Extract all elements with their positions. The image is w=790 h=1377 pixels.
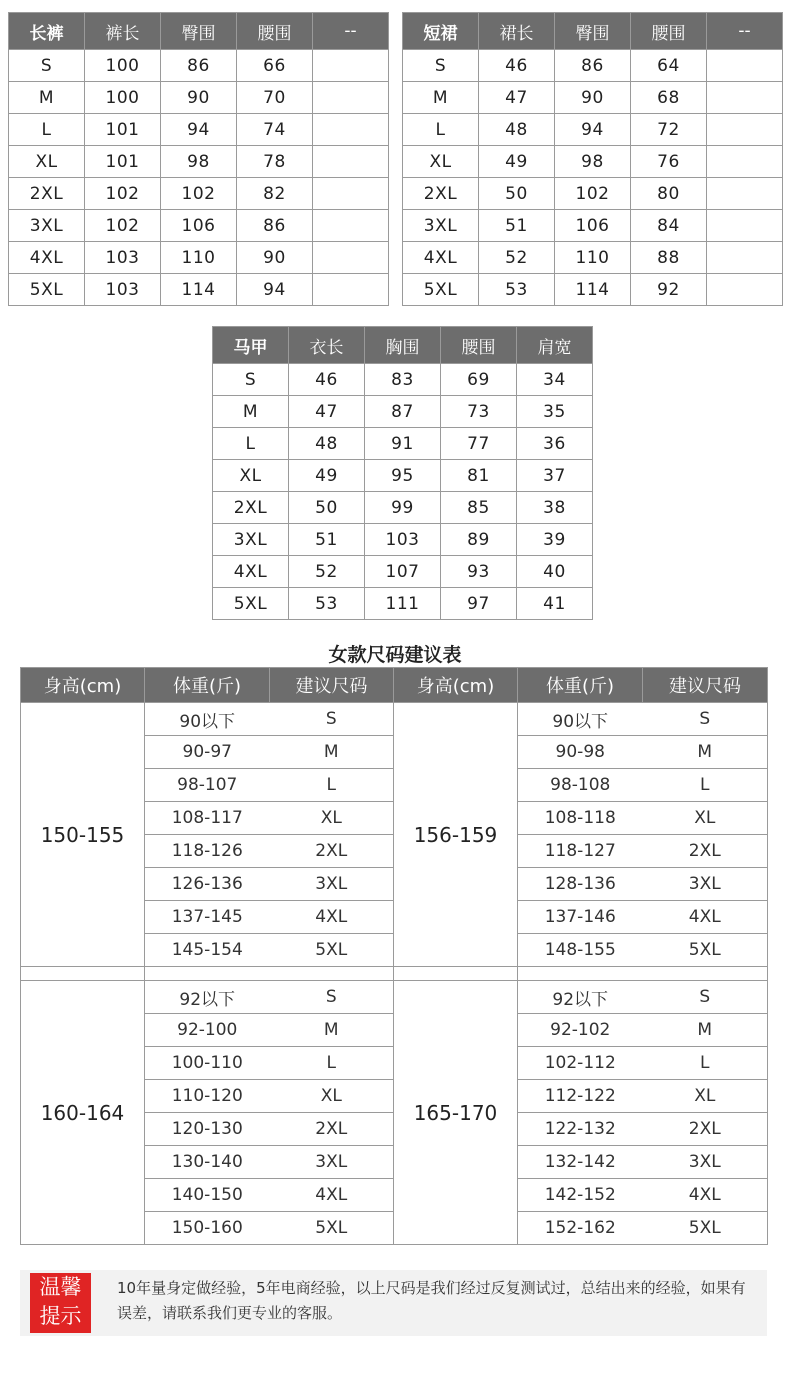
table-row — [9, 114, 389, 146]
measurement-cell: 100 — [85, 82, 161, 114]
measurement-cell: 101 — [85, 114, 161, 146]
suggested-size-cell: L — [270, 769, 394, 802]
measurement-cell: 72 — [631, 114, 707, 146]
measurement-cell: 82 — [237, 178, 313, 210]
measurement-cell: 102 — [85, 210, 161, 242]
height-range-cell: 150-155 — [21, 703, 145, 967]
measurement-cell — [313, 274, 389, 306]
measurement-cell: 86 — [555, 50, 631, 82]
suggested-size-cell: 2XL — [270, 1113, 394, 1146]
measurement-cell: 47 — [479, 82, 555, 114]
skirt-size-table — [402, 12, 783, 306]
column-header: 腰围 — [237, 13, 313, 50]
measurement-cell: 90 — [161, 82, 237, 114]
weight-range-cell: 150-160 — [145, 1212, 270, 1245]
suggested-size-cell: 3XL — [643, 1146, 768, 1179]
suggested-size-cell: 2XL — [643, 835, 768, 868]
measurement-cell: 94 — [237, 274, 313, 306]
measurement-cell: 51 — [479, 210, 555, 242]
weight-range-cell: 100-110 — [145, 1047, 270, 1080]
column-header: 臀围 — [161, 13, 237, 50]
measurement-cell: 70 — [237, 82, 313, 114]
weight-range-cell: 120-130 — [145, 1113, 270, 1146]
measurement-cell — [707, 146, 783, 178]
size-cell: 4XL — [403, 242, 479, 274]
weight-range-cell: 118-127 — [518, 835, 643, 868]
table-row — [403, 82, 783, 114]
measurement-cell — [313, 146, 389, 178]
measurement-cell: 97 — [441, 588, 517, 620]
suggested-size-cell: S — [643, 703, 768, 736]
spacer-cell — [145, 967, 394, 981]
column-header: 腰围 — [441, 327, 517, 364]
size-cell: XL — [403, 146, 479, 178]
measurement-cell: 106 — [161, 210, 237, 242]
suggested-size-cell: M — [643, 1014, 768, 1047]
weight-range-cell: 128-136 — [518, 868, 643, 901]
table-row — [21, 703, 768, 736]
measurement-cell: 106 — [555, 210, 631, 242]
measurement-cell: 87 — [365, 396, 441, 428]
table-row — [21, 981, 768, 1014]
measurement-cell: 111 — [365, 588, 441, 620]
size-cell: 5XL — [9, 274, 85, 306]
measurement-cell: 94 — [555, 114, 631, 146]
size-cell: M — [403, 82, 479, 114]
weight-range-cell: 126-136 — [145, 868, 270, 901]
measurement-cell — [707, 178, 783, 210]
measurement-cell: 51 — [289, 524, 365, 556]
measurement-cell: 88 — [631, 242, 707, 274]
weight-range-cell: 92以下 — [518, 981, 643, 1014]
measurement-cell: 68 — [631, 82, 707, 114]
column-header: 肩宽 — [517, 327, 593, 364]
suggested-size-cell: 4XL — [270, 1179, 394, 1212]
measurement-cell — [313, 210, 389, 242]
size-cell: S — [213, 364, 289, 396]
weight-range-cell: 92-100 — [145, 1014, 270, 1047]
suggested-size-cell: 2XL — [643, 1113, 768, 1146]
measurement-cell: 50 — [289, 492, 365, 524]
suggested-size-cell: XL — [270, 1080, 394, 1113]
size-cell: 4XL — [9, 242, 85, 274]
measurement-cell: 89 — [441, 524, 517, 556]
measurement-cell: 93 — [441, 556, 517, 588]
table-row — [213, 364, 593, 396]
measurement-cell: 64 — [631, 50, 707, 82]
size-cell: 4XL — [213, 556, 289, 588]
suggested-size-cell: 3XL — [270, 1146, 394, 1179]
weight-range-cell: 108-117 — [145, 802, 270, 835]
measurement-cell: 69 — [441, 364, 517, 396]
header-row — [403, 13, 783, 50]
table-row — [213, 588, 593, 620]
table-name-header: 长裤 — [9, 13, 85, 50]
weight-range-cell: 110-120 — [145, 1080, 270, 1113]
table-row — [403, 178, 783, 210]
measurement-cell: 39 — [517, 524, 593, 556]
measurement-cell: 99 — [365, 492, 441, 524]
table-row — [403, 210, 783, 242]
measurement-cell: 85 — [441, 492, 517, 524]
measurement-cell: 102 — [161, 178, 237, 210]
table-row — [403, 242, 783, 274]
weight-range-cell: 108-118 — [518, 802, 643, 835]
measurement-cell: 53 — [479, 274, 555, 306]
table-row — [213, 396, 593, 428]
suggested-size-cell: L — [643, 1047, 768, 1080]
suggested-size-cell: M — [270, 1014, 394, 1047]
table-row — [213, 428, 593, 460]
measurement-cell: 78 — [237, 146, 313, 178]
measurement-cell: 46 — [479, 50, 555, 82]
weight-range-cell: 118-126 — [145, 835, 270, 868]
column-header: 裙长 — [479, 13, 555, 50]
header-row — [213, 327, 593, 364]
size-cell: 3XL — [403, 210, 479, 242]
measurement-cell — [707, 82, 783, 114]
suggested-size-cell: XL — [270, 802, 394, 835]
table-row — [213, 492, 593, 524]
weight-range-cell: 140-150 — [145, 1179, 270, 1212]
table-row — [9, 178, 389, 210]
size-cell: XL — [213, 460, 289, 492]
measurement-cell: 95 — [365, 460, 441, 492]
size-cell: 2XL — [403, 178, 479, 210]
weight-range-cell: 132-142 — [518, 1146, 643, 1179]
measurement-cell — [313, 242, 389, 274]
suggested-size-cell: L — [643, 769, 768, 802]
suggested-size-cell: 3XL — [643, 868, 768, 901]
measurement-cell: 86 — [237, 210, 313, 242]
spacer-row — [21, 967, 768, 981]
column-header: 建议尺码 — [270, 668, 394, 703]
measurement-cell — [707, 274, 783, 306]
height-range-cell: 160-164 — [21, 981, 145, 1245]
measurement-cell: 46 — [289, 364, 365, 396]
measurement-cell: 114 — [555, 274, 631, 306]
column-header: -- — [313, 13, 389, 50]
measurement-cell: 107 — [365, 556, 441, 588]
measurement-cell: 48 — [289, 428, 365, 460]
column-header: 建议尺码 — [643, 668, 768, 703]
measurement-cell: 40 — [517, 556, 593, 588]
weight-range-cell: 142-152 — [518, 1179, 643, 1212]
measurement-cell: 52 — [289, 556, 365, 588]
column-header: 衣长 — [289, 327, 365, 364]
measurement-cell: 94 — [161, 114, 237, 146]
weight-range-cell: 98-108 — [518, 769, 643, 802]
size-cell: L — [403, 114, 479, 146]
measurement-cell: 77 — [441, 428, 517, 460]
measurement-cell: 74 — [237, 114, 313, 146]
table-row — [9, 82, 389, 114]
weight-range-cell: 137-145 — [145, 901, 270, 934]
size-cell: XL — [9, 146, 85, 178]
table-row — [9, 50, 389, 82]
weight-range-cell: 148-155 — [518, 934, 643, 967]
notice-text: 10年量身定做经验，5年电商经验，以上尺码是我们经过反复测试过，总结出来的经验，如果有误差，请联系我们更专业的客服。 — [117, 1279, 746, 1322]
column-header: 胸围 — [365, 327, 441, 364]
measurement-cell: 83 — [365, 364, 441, 396]
suggested-size-cell: 4XL — [270, 901, 394, 934]
suggested-size-cell: S — [643, 981, 768, 1014]
suggested-size-cell: S — [270, 703, 394, 736]
measurement-cell: 103 — [85, 274, 161, 306]
column-header: 体重(斤) — [145, 668, 270, 703]
table-row — [403, 50, 783, 82]
measurement-cell — [313, 114, 389, 146]
size-cell: S — [9, 50, 85, 82]
column-header: 腰围 — [631, 13, 707, 50]
measurement-cell: 110 — [161, 242, 237, 274]
suggested-size-cell: M — [270, 736, 394, 769]
weight-range-cell: 145-154 — [145, 934, 270, 967]
suggested-size-cell: 2XL — [270, 835, 394, 868]
weight-range-cell: 102-112 — [518, 1047, 643, 1080]
weight-range-cell: 152-162 — [518, 1212, 643, 1245]
suggested-size-cell: 5XL — [270, 1212, 394, 1245]
weight-range-cell: 137-146 — [518, 901, 643, 934]
table-row — [213, 460, 593, 492]
table-row — [213, 556, 593, 588]
measurement-cell: 49 — [479, 146, 555, 178]
size-cell: S — [403, 50, 479, 82]
measurement-cell: 35 — [517, 396, 593, 428]
suggested-size-cell: 3XL — [270, 868, 394, 901]
notice-badge-line1: 温馨 — [39, 1275, 82, 1299]
pants-size-table — [8, 12, 389, 306]
weight-range-cell: 92以下 — [145, 981, 270, 1014]
size-cell: 2XL — [9, 178, 85, 210]
column-header: 身高(cm) — [394, 668, 518, 703]
measurement-cell: 86 — [161, 50, 237, 82]
size-cell: M — [9, 82, 85, 114]
measurement-cell: 103 — [85, 242, 161, 274]
column-header: 裤长 — [85, 13, 161, 50]
height-range-cell: 156-159 — [394, 703, 518, 967]
size-cell: 3XL — [213, 524, 289, 556]
measurement-cell: 92 — [631, 274, 707, 306]
weight-range-cell: 112-122 — [518, 1080, 643, 1113]
table-row — [9, 146, 389, 178]
measurement-cell: 114 — [161, 274, 237, 306]
measurement-cell: 102 — [85, 178, 161, 210]
size-cell: L — [9, 114, 85, 146]
weight-range-cell: 90-98 — [518, 736, 643, 769]
column-header: 体重(斤) — [518, 668, 643, 703]
suggested-size-cell: 4XL — [643, 1179, 768, 1212]
measurement-cell — [707, 210, 783, 242]
measurement-cell: 49 — [289, 460, 365, 492]
measurement-cell: 52 — [479, 242, 555, 274]
measurement-cell: 98 — [161, 146, 237, 178]
measurement-cell: 100 — [85, 50, 161, 82]
suggested-size-cell: 4XL — [643, 901, 768, 934]
table-name-header: 马甲 — [213, 327, 289, 364]
women-size-guide-table — [20, 667, 768, 1245]
suggested-size-cell: 5XL — [270, 934, 394, 967]
spacer-cell — [394, 967, 518, 981]
size-cell: 5XL — [213, 588, 289, 620]
measurement-cell: 53 — [289, 588, 365, 620]
measurement-cell: 91 — [365, 428, 441, 460]
weight-range-cell: 90以下 — [145, 703, 270, 736]
weight-range-cell: 130-140 — [145, 1146, 270, 1179]
header-row — [21, 668, 768, 703]
measurement-cell — [313, 50, 389, 82]
suggested-size-cell: 5XL — [643, 1212, 768, 1245]
measurement-cell: 103 — [365, 524, 441, 556]
measurement-cell — [313, 178, 389, 210]
notice-panel — [20, 1270, 767, 1336]
column-header: 臀围 — [555, 13, 631, 50]
measurement-cell: 37 — [517, 460, 593, 492]
measurement-cell: 41 — [517, 588, 593, 620]
measurement-cell: 50 — [479, 178, 555, 210]
size-cell: L — [213, 428, 289, 460]
vest-size-table — [212, 326, 593, 620]
measurement-cell: 84 — [631, 210, 707, 242]
measurement-cell — [313, 82, 389, 114]
women-size-guide-title: 女款尺码建议表 — [328, 644, 462, 666]
suggested-size-cell: L — [270, 1047, 394, 1080]
weight-range-cell: 90-97 — [145, 736, 270, 769]
measurement-cell: 47 — [289, 396, 365, 428]
column-header: 身高(cm) — [21, 668, 145, 703]
spacer-cell — [518, 967, 768, 981]
column-header: -- — [707, 13, 783, 50]
table-row — [403, 114, 783, 146]
measurement-cell: 101 — [85, 146, 161, 178]
size-cell: 2XL — [213, 492, 289, 524]
suggested-size-cell: XL — [643, 802, 768, 835]
measurement-cell: 36 — [517, 428, 593, 460]
measurement-cell — [707, 50, 783, 82]
table-row — [9, 242, 389, 274]
notice-badge — [30, 1273, 91, 1333]
measurement-cell: 80 — [631, 178, 707, 210]
size-cell: 3XL — [9, 210, 85, 242]
weight-range-cell: 98-107 — [145, 769, 270, 802]
suggested-size-cell: S — [270, 981, 394, 1014]
measurement-cell: 90 — [555, 82, 631, 114]
table-row — [403, 146, 783, 178]
measurement-cell: 90 — [237, 242, 313, 274]
weight-range-cell: 90以下 — [518, 703, 643, 736]
measurement-cell: 81 — [441, 460, 517, 492]
measurement-cell: 34 — [517, 364, 593, 396]
notice-badge-line2: 提示 — [39, 1304, 82, 1328]
size-cell: 5XL — [403, 274, 479, 306]
table-name-header: 短裙 — [403, 13, 479, 50]
measurement-cell: 102 — [555, 178, 631, 210]
measurement-cell: 110 — [555, 242, 631, 274]
table-row — [403, 274, 783, 306]
suggested-size-cell: 5XL — [643, 934, 768, 967]
weight-range-cell: 122-132 — [518, 1113, 643, 1146]
weight-range-cell: 92-102 — [518, 1014, 643, 1047]
measurement-cell: 38 — [517, 492, 593, 524]
measurement-cell: 98 — [555, 146, 631, 178]
measurement-cell: 66 — [237, 50, 313, 82]
measurement-cell: 48 — [479, 114, 555, 146]
table-row — [9, 274, 389, 306]
height-range-cell: 165-170 — [394, 981, 518, 1245]
table-row — [213, 524, 593, 556]
measurement-cell — [707, 242, 783, 274]
measurement-cell — [707, 114, 783, 146]
spacer-cell — [21, 967, 145, 981]
header-row — [9, 13, 389, 50]
size-cell: M — [213, 396, 289, 428]
suggested-size-cell: M — [643, 736, 768, 769]
suggested-size-cell: XL — [643, 1080, 768, 1113]
measurement-cell: 73 — [441, 396, 517, 428]
measurement-cell: 76 — [631, 146, 707, 178]
table-row — [9, 210, 389, 242]
